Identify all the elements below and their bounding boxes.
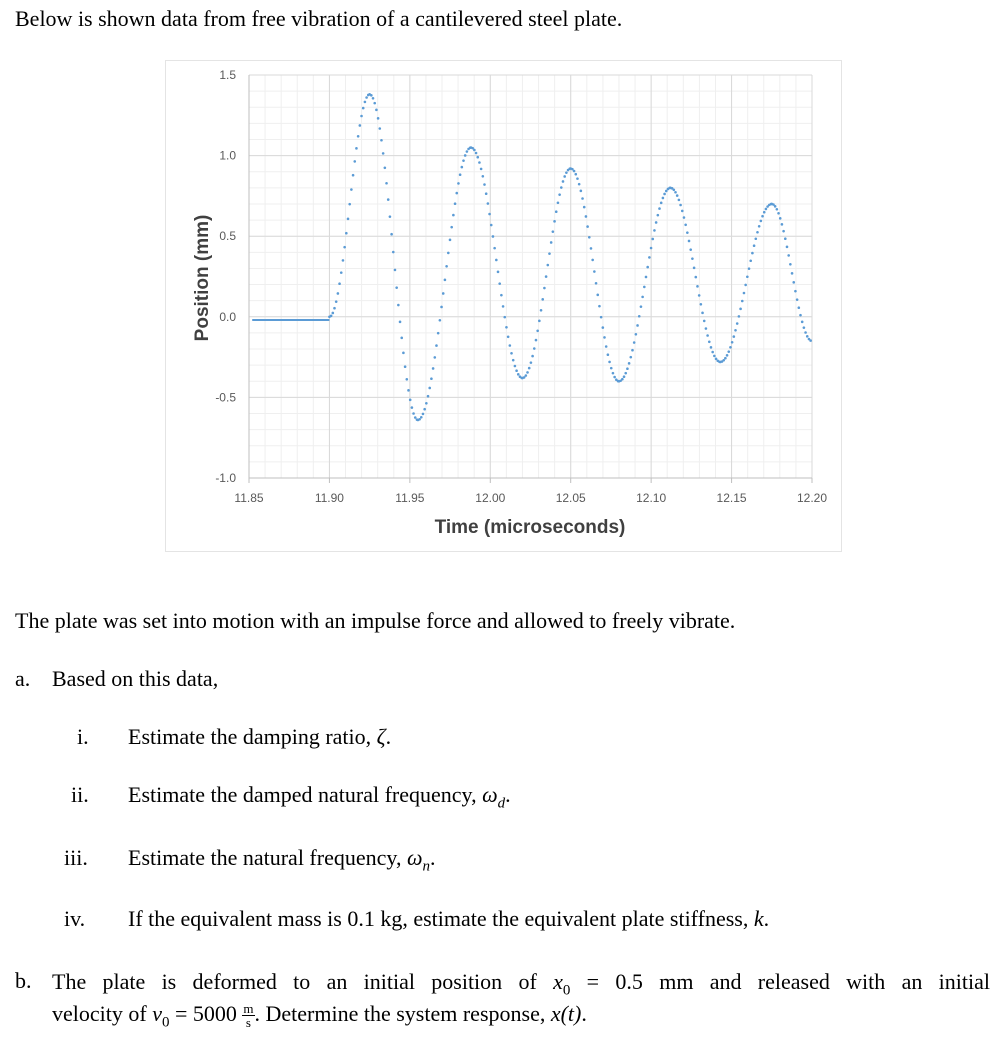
data-point <box>450 226 453 229</box>
data-point <box>756 231 759 234</box>
data-point <box>603 336 606 339</box>
data-point <box>799 314 802 317</box>
data-point <box>510 352 513 355</box>
data-point <box>691 257 694 260</box>
data-point <box>583 206 586 209</box>
data-point <box>646 266 649 269</box>
data-point <box>399 321 402 324</box>
data-point <box>553 220 556 223</box>
data-point <box>533 347 536 350</box>
data-point <box>791 272 794 275</box>
data-point <box>648 256 651 259</box>
data-point <box>447 252 450 255</box>
data-point <box>487 202 490 205</box>
data-point <box>370 94 373 97</box>
data-point <box>462 159 465 162</box>
item-ii-text: Estimate the damped natural frequency, $\omega_d$. <box>128 782 511 812</box>
data-point <box>517 373 520 376</box>
major-gridlines <box>249 75 812 478</box>
x-tick-label: 12.15 <box>716 491 747 505</box>
data-point <box>613 376 616 379</box>
data-point <box>711 351 714 354</box>
data-point <box>525 374 528 377</box>
data-point <box>378 127 381 130</box>
motion-text: The plate was set into motion with an impulse force and allowed to freely vibrate. <box>15 608 736 633</box>
data-point <box>425 402 428 405</box>
data-point <box>541 298 544 301</box>
data-point <box>684 224 687 227</box>
vibration-chart <box>165 60 842 552</box>
data-point <box>395 286 398 289</box>
data-point <box>782 230 785 233</box>
data-point <box>693 267 696 270</box>
item-iv-number: iv. <box>64 906 86 931</box>
data-point <box>789 263 792 266</box>
data-point <box>753 244 756 247</box>
data-point <box>760 220 763 223</box>
data-point <box>610 367 613 370</box>
data-point <box>427 395 430 398</box>
data-point <box>779 217 782 220</box>
data-point <box>722 359 725 362</box>
data-point <box>738 315 741 318</box>
data-point <box>640 305 643 308</box>
data-point <box>665 190 668 193</box>
item-iv-text: If the equivalent mass is 0.1 kg, estimate the equivalent plate stiffness, k. <box>128 906 770 931</box>
data-point <box>612 372 615 375</box>
data-point <box>332 312 335 315</box>
minor-gridlines <box>249 75 812 478</box>
data-point <box>452 214 455 217</box>
data-point <box>605 345 608 348</box>
data-point <box>360 115 363 118</box>
data-point <box>498 282 501 285</box>
y-tick-label: 1.0 <box>219 148 236 163</box>
data-point <box>507 335 510 338</box>
data-point <box>338 282 341 285</box>
x-tick-label: 12.00 <box>475 491 506 505</box>
data-point <box>600 316 603 319</box>
part-a-text: Based on this data, <box>52 666 219 691</box>
y-tick-label: 1.5 <box>219 68 236 82</box>
item-iii-number: iii. <box>64 845 88 870</box>
data-point <box>430 377 433 380</box>
data-point <box>705 327 708 330</box>
data-point <box>483 183 486 186</box>
data-point <box>530 361 533 364</box>
data-point <box>461 166 464 169</box>
data-point <box>493 247 496 250</box>
data-point <box>562 180 565 183</box>
item-ii-number: ii. <box>71 782 89 807</box>
data-point <box>555 210 558 213</box>
data-point <box>623 375 626 378</box>
data-point <box>658 207 661 210</box>
y-tick-label: -0.5 <box>215 390 236 405</box>
data-point <box>420 416 423 419</box>
data-point <box>335 300 338 303</box>
data-point <box>655 221 658 224</box>
data-point <box>621 378 624 381</box>
data-point <box>348 203 351 206</box>
data-point <box>362 107 365 110</box>
data-point <box>514 365 517 368</box>
data-point <box>437 332 440 335</box>
item-iii-text: Estimate the natural frequency, $\omega_n$. <box>128 845 436 875</box>
data-point <box>733 335 736 338</box>
data-point <box>545 275 548 278</box>
data-point <box>337 292 340 295</box>
data-point <box>509 344 512 347</box>
data-point <box>676 194 679 197</box>
data-point <box>353 160 356 163</box>
data-point <box>629 356 632 359</box>
omega-n-symbol: ω <box>406 845 423 870</box>
data-point <box>512 359 515 362</box>
data-point <box>710 346 713 349</box>
axes <box>249 75 812 483</box>
data-point <box>657 214 660 217</box>
data-point <box>442 292 445 295</box>
data-point <box>357 135 360 138</box>
data-point <box>636 324 639 327</box>
data-point <box>385 182 388 185</box>
data-point <box>585 215 588 218</box>
data-point <box>528 367 531 370</box>
data-point <box>531 355 534 358</box>
data-point <box>355 147 358 150</box>
data-point <box>758 225 761 228</box>
data-point <box>739 308 742 311</box>
data-point <box>422 413 425 416</box>
data-point <box>641 296 644 299</box>
data-point <box>626 367 629 370</box>
data-point <box>727 350 730 353</box>
data-point <box>444 279 447 282</box>
data-point <box>660 202 663 205</box>
data-point <box>624 372 627 375</box>
data-point <box>389 215 392 218</box>
data-point <box>696 285 699 288</box>
data-point <box>454 202 457 205</box>
data-point <box>536 330 539 333</box>
data-point <box>803 326 806 329</box>
data-point <box>580 190 583 193</box>
tick-labels <box>215 68 827 505</box>
data-point <box>384 166 387 169</box>
x-axis-title: Time (microseconds) <box>434 517 626 538</box>
data-point <box>573 170 576 173</box>
data-point <box>598 305 601 308</box>
data-point <box>715 358 718 361</box>
data-point <box>488 213 491 216</box>
data-point <box>333 307 336 310</box>
data-point <box>503 316 506 319</box>
data-point <box>650 247 653 250</box>
data-point <box>535 339 538 342</box>
data-point <box>746 275 749 278</box>
data-point <box>602 326 605 329</box>
data-point <box>330 315 333 318</box>
part-b-label: b. <box>15 968 32 993</box>
data-point <box>373 102 376 105</box>
data-point <box>392 251 395 254</box>
data-point <box>502 305 505 308</box>
data-point <box>390 233 393 236</box>
data-point <box>631 349 634 352</box>
data-point <box>678 199 681 202</box>
data-point <box>700 303 703 306</box>
data-point <box>552 230 555 233</box>
data-point <box>382 152 385 155</box>
data-point <box>400 337 403 340</box>
data-point <box>359 124 362 127</box>
data-point <box>591 259 594 262</box>
data-point <box>407 389 410 392</box>
data-point <box>475 152 478 155</box>
data-point <box>590 247 593 250</box>
data-point <box>698 294 701 297</box>
data-point <box>409 399 412 402</box>
x-tick-label: 11.95 <box>395 491 425 505</box>
data-point <box>464 154 467 157</box>
data-point <box>581 197 584 200</box>
data-point <box>377 117 380 120</box>
chart-svg <box>166 61 841 551</box>
data-point <box>781 223 784 226</box>
data-point <box>439 319 442 322</box>
data-point <box>607 353 610 356</box>
part-a-label: a. <box>15 666 31 691</box>
data-point <box>406 378 409 381</box>
data-point <box>792 281 795 284</box>
data-point <box>726 354 729 357</box>
part-b-line2: velocity of $v_0 = 5000$ $\frac{m}{s}$ . Determine the system response, x(t). <box>52 1001 587 1031</box>
data-point <box>586 225 589 228</box>
item-i-text: Estimate the damping ratio, ζ. <box>128 724 392 749</box>
data-point <box>574 173 577 176</box>
data-point <box>492 235 495 238</box>
data-point <box>578 183 581 186</box>
data-point <box>734 329 737 332</box>
data-point <box>673 189 676 192</box>
data-point <box>343 246 346 249</box>
data-point <box>806 335 809 338</box>
data-point <box>550 241 553 244</box>
data-point <box>662 197 665 200</box>
y-tick-label: -1.0 <box>215 471 236 485</box>
data-point <box>375 109 378 112</box>
data-point <box>596 294 599 297</box>
data-point <box>397 304 400 307</box>
x-tick-label: 12.05 <box>555 491 586 505</box>
data-point <box>342 259 345 262</box>
data-point <box>457 182 460 185</box>
data-point <box>804 331 807 334</box>
omega-d-symbol: ω <box>482 782 498 807</box>
data-point <box>540 309 543 312</box>
data-point <box>741 300 744 303</box>
data-point <box>754 237 757 240</box>
data-point <box>380 139 383 142</box>
part-b-line1: The plate is deformed to an initial position of $x_0 = 0.5$ mm and released with an initial <box>52 969 990 999</box>
data-point <box>713 355 716 358</box>
zeta-symbol: ζ <box>376 724 386 749</box>
data-point <box>593 270 596 273</box>
y-tick-label: 0.5 <box>219 229 236 244</box>
data-point <box>411 406 414 409</box>
data-point <box>743 292 746 295</box>
data-point <box>776 208 779 211</box>
data-point <box>497 271 500 274</box>
data-point <box>736 322 739 325</box>
data-point <box>708 340 711 343</box>
data-point <box>352 174 355 177</box>
data-point <box>588 236 591 239</box>
data-point <box>495 259 498 262</box>
data-point <box>651 238 654 241</box>
data-point <box>706 334 709 337</box>
intro-text: Below is shown data from free vibration of a cantilevered steel plate. <box>15 6 623 31</box>
data-point <box>372 97 375 100</box>
data-point <box>345 232 348 235</box>
data-point <box>663 193 666 196</box>
data-point <box>633 341 636 344</box>
data-point <box>643 286 646 289</box>
data-point <box>548 252 551 255</box>
data-point <box>786 246 789 249</box>
data-point <box>683 216 686 219</box>
x-tick-label: 12.10 <box>636 491 667 505</box>
data-point <box>365 96 368 99</box>
data-point <box>653 229 656 232</box>
data-point <box>565 171 568 174</box>
data-point <box>455 192 458 195</box>
data-point <box>809 339 812 342</box>
data-point <box>801 321 804 324</box>
data-point <box>402 352 405 355</box>
item-i-number: i. <box>77 724 89 749</box>
data-point <box>459 173 462 176</box>
data-point <box>694 276 697 279</box>
data-point <box>560 186 563 189</box>
data-point <box>635 333 638 336</box>
data-point <box>449 239 452 242</box>
data-point <box>751 252 754 255</box>
data-point <box>347 218 350 221</box>
data-point <box>689 248 692 251</box>
data-point <box>703 320 706 323</box>
data-point <box>576 177 579 180</box>
data-point <box>404 365 407 368</box>
x-tick-label: 11.85 <box>234 491 264 505</box>
data-point <box>476 156 479 159</box>
data-point <box>485 192 488 195</box>
data-point <box>794 290 797 293</box>
data-point <box>543 287 546 290</box>
data-point <box>482 175 485 178</box>
data-point <box>679 204 682 207</box>
data-point <box>608 361 611 364</box>
data-point <box>645 276 648 279</box>
data-point <box>440 306 443 309</box>
data-point <box>763 211 766 214</box>
data-point <box>538 320 541 323</box>
data-point <box>749 259 752 262</box>
data-point <box>686 231 689 234</box>
data-point <box>412 412 415 415</box>
data-point <box>761 215 764 218</box>
data-point <box>731 341 734 344</box>
k-symbol: k <box>753 906 764 931</box>
data-point <box>688 240 691 243</box>
data-point <box>515 369 518 372</box>
data-point <box>774 205 777 208</box>
data-point <box>595 282 598 285</box>
velocity-unit-fraction: $\frac{m}{s}$ <box>243 1001 254 1031</box>
x-tick-label: 11.90 <box>314 491 344 505</box>
data-point <box>423 408 426 411</box>
data-point <box>546 264 549 267</box>
data-series <box>252 93 812 421</box>
data-point <box>748 267 751 270</box>
data-point <box>563 175 566 178</box>
data-point <box>796 298 799 301</box>
data-point <box>729 346 732 349</box>
data-point <box>490 224 493 227</box>
data-point <box>432 367 435 370</box>
data-point <box>445 265 448 268</box>
data-point <box>478 161 481 164</box>
data-point <box>414 416 417 419</box>
data-point <box>558 193 561 196</box>
data-point <box>798 306 801 309</box>
data-point <box>428 387 431 390</box>
data-point <box>466 150 469 153</box>
data-point <box>435 344 438 347</box>
data-point <box>638 315 641 318</box>
data-point <box>480 168 483 171</box>
data-point <box>787 254 790 257</box>
x-tick-label: 12.20 <box>796 491 828 505</box>
data-point <box>724 357 727 360</box>
data-point <box>394 269 397 272</box>
data-point <box>674 191 677 194</box>
data-point <box>387 198 390 201</box>
data-point <box>350 188 353 191</box>
data-point <box>765 208 768 211</box>
data-point <box>505 326 508 329</box>
y-axis-title: Position (mm) <box>192 214 213 342</box>
data-point <box>473 149 476 152</box>
data-point <box>340 271 343 274</box>
data-point <box>777 212 780 215</box>
data-point <box>681 210 684 213</box>
y-tick-label: 0.0 <box>219 309 236 324</box>
data-point <box>628 362 631 365</box>
data-point <box>500 294 503 297</box>
data-point <box>744 284 747 287</box>
data-point <box>364 101 367 104</box>
data-point <box>418 418 421 421</box>
data-point <box>433 356 436 359</box>
data-point <box>526 371 529 374</box>
data-point <box>784 237 787 240</box>
data-point <box>701 312 704 315</box>
data-point <box>557 201 560 204</box>
